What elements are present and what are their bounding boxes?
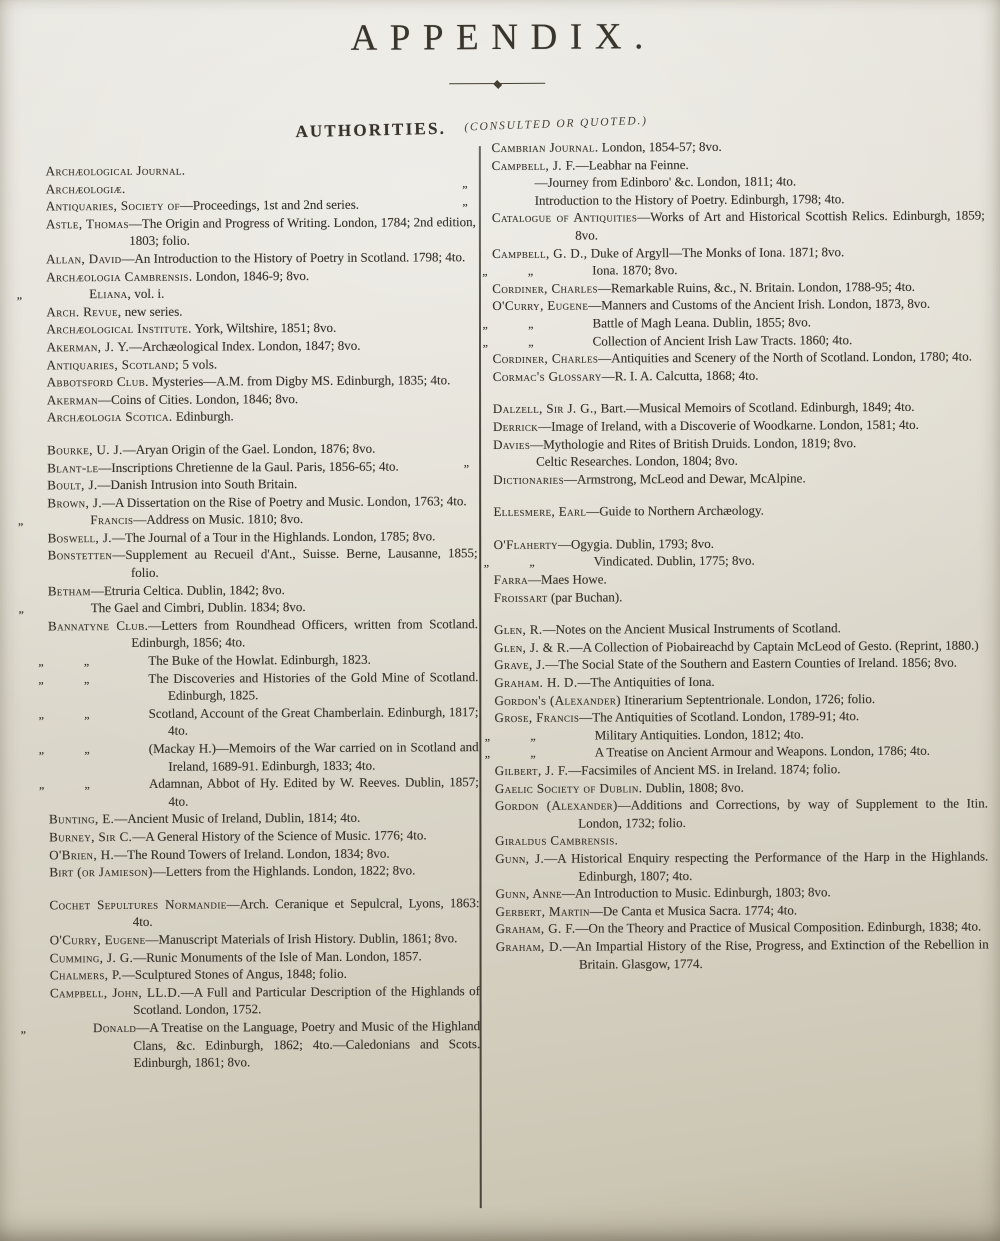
entry-detail: —Image of Ireland, with a Discoverie of Woodkarne. London, 1581; 4to. [538,416,919,434]
bibliography-entry [47,439,477,459]
entry-author: Campbell, J. F. [491,157,576,173]
entry-detail: —Proceedings, 1st and 2nd series. [179,196,360,213]
entry-detail: —Aryan Origin of the Gael. London, 1876; 8vo. [122,440,376,457]
entry-author: Archæological Institute. [46,320,192,337]
entry-author: Gilbert, J. F. [494,762,569,779]
entry-detail: Celtic Researches. London, 1804; 8vo. [536,452,738,469]
entry-detail: —Maes Howe. [527,571,607,587]
entry-author: Burney, Sir C. [49,828,133,845]
entry-author: Cumming, J. G. [49,949,134,965]
entry-author: Birt (or Jamieson) [49,863,153,880]
entry-author: Gunn, Anne [495,885,563,902]
entry-author: O'Flaherty [493,536,559,552]
entry-author: Catalogue of Antiquities [491,209,638,226]
entry-detail: —Journey from Edinboro' &c. London, 1811; 4to. [534,173,797,191]
entry-author: Dalzell, Sir J. G., [492,400,598,417]
entry-group [484,619,989,973]
entry-author: Francis [90,512,134,528]
entry-detail: Battle of Magh Leana. Dublin, 1855; 8vo. [592,314,812,331]
bibliography-entry [47,371,477,391]
bibliography-entry [18,597,478,617]
bibliography-entry [46,213,476,250]
entry-author: Blant-le [47,459,99,475]
entry-detail: new series. [121,303,183,319]
entry-detail: (Mackay H.)—Memoirs of the War carried on in Scotland and Ireland, 1689-91. Edinburgh, 1833; 4to. [148,739,479,774]
entry-author: Grose, Francis [494,709,580,726]
entry-group [493,501,986,521]
bibliography-entry [38,668,479,705]
entry-detail: —Manuscript Materials of Irish History. Dublin, 1861; 8vo. [145,930,458,947]
entry-detail: London, 1854-57; 8vo. [598,138,722,155]
entry-author: O'Brien, H. [49,846,115,862]
entry-detail: —R. I. A. Calcutta, 1868; 4to. [601,367,759,384]
entry-author: Campbell, G. D., [492,245,588,261]
entry-detail: Edinburgh. [172,408,234,425]
bibliography-entry [50,964,480,984]
entry-detail: —The Social State of the Southern and Eastern Counties of Ireland. 1856; 8vo. [545,655,957,673]
entry-detail: —An Introduction to Music. Edinburgh, 1803; 8vo. [561,884,831,901]
entry-author: Graham. H. D. [494,674,578,691]
entry-author: Arch. Revue, [46,303,122,320]
entry-author: Gaelic Society of Dublin. [494,779,643,796]
entry-detail: 5 vols. [179,356,218,372]
entry-author: Farra [493,571,529,588]
entry-author: Bourke, U. J. [47,441,123,458]
bibliography-entry [38,773,479,810]
entry-author: Gunn, J. [495,850,545,866]
entry-author: Gordon's (Alexander) [494,691,621,708]
entry-author: Froissart [493,589,548,605]
bibliography-entry [46,178,476,198]
entry-group [463,398,986,489]
entry-detail: The Gael and Cimbri, Dublin. 1834; 8vo. [90,599,306,616]
title-ornament [449,80,545,89]
entry-detail: A Treatise on Ancient Armour and Weapons. London, 1786; 4to. [594,743,931,760]
entry-author: Bannatyne Club. [47,617,149,634]
entry-detail: —Letters from the Highlands. London, 1822; 8vo. [152,862,416,879]
entry-detail: —Antiquities and Scenery of the North of Scotland. London, 1780; 4to. [598,348,973,366]
entry-author: Campbell, John, LL.D. [49,984,181,1001]
entry-group [20,894,481,1072]
entry-detail: —The Antiquities of Scotland. London, 1789-91; 4to. [579,708,860,725]
bibliography-entry [20,1017,481,1072]
entry-author: Ellesmere, Earl [493,503,587,520]
entry-detail: —Remarkable Ruins, &c., N. Britain. London, 1788-95; 4to. [597,278,915,296]
bibliography-entry [38,703,479,740]
entry-detail: Military Antiquities. London, 1812; 4to. [594,726,804,743]
entry-detail: —An Impartial History of the Rise, Progress, and Extinction of the Rebellion in Britain. Glasgow, 1774. [562,936,989,972]
right-column [462,136,989,988]
entry-detail: York, Wiltshire, 1851; 8vo. [191,320,337,336]
entry-author: Cambrian Journal. [491,139,599,156]
entry-detail: —Letters from Roundhead Officers, written from Scotland. Edinburgh, 1856; 4to. [131,615,479,651]
bibliography-entry [48,545,478,582]
bibliography-entry [49,844,479,864]
entry-author: Davies [493,436,531,452]
entry-detail: —Additions and Corrections, by way of Supplement to the Itin. London, 1732; folio. [578,795,989,831]
entry-author: Bonstetten [47,547,113,563]
entry-author: Donald [92,1019,137,1036]
bibliography-entry [38,738,479,775]
entry-author: Astle, Thomas [45,215,129,232]
entry-detail: Itinerarium Septentrionale. London, 1726; folio. [620,690,876,707]
entry-detail: The Buke of the Howlat. Edinburgh, 1823. [148,651,371,668]
entry-detail: —Etruria Celtica. Dublin, 1842; 8vo. [90,581,285,598]
entry-detail: —Ancient Music of Ireland, Dublin, 1814; 4to. [114,810,361,827]
left-column [16,160,481,1087]
entry-detail: Introduction to the History of Poetry. Edinburgh, 1798; 4to. [534,190,845,208]
entry-author: Graham, D. [495,938,563,954]
entry-detail: —The Round Towers of Ireland. London, 1834; 8vo. [114,845,390,862]
entry-author: Glen, J. & R. [494,639,570,655]
entry-detail: —Works of Art and Historical Scottish Relics. Edinburgh, 1859; 8vo. [575,207,985,243]
entry-detail: —Leabhar na Feinne. [575,156,689,173]
entry-detail: —De Canta et Musica Sacra. 1774; 4to. [589,902,798,919]
bibliography-entry [47,406,477,426]
authorities-heading: AUTHORITIES. [295,118,447,142]
entry-detail: —Sculptured Stones of Angus, 1848; folio. [121,965,347,983]
bibliography-entry [38,650,478,670]
bibliography-entry [46,160,476,180]
bibliography-entry [47,492,477,512]
bibliography-entry [47,389,477,409]
entry-detail: —Inscriptions Chretienne de la Gaul. Paris, 1856-65; 4to. [98,458,399,475]
entry-author: Brown, J. [47,494,102,511]
entry-author: Archæologia Cambrensis. [46,268,193,284]
entry-detail: —A Full and Particular Description of the Highlands of Scotland. London, 1752. [133,982,480,1018]
entry-detail: —An Introduction to the History of Poetry in Scotland. 1798; 4to. [121,249,466,266]
entry-detail: Scotland, Account of the Great Chamberlain. Edinburgh, 1817; 4to. [148,703,479,739]
bibliography-entry [494,586,987,606]
entry-author: Akerman, J. Y. [46,338,130,355]
entry-detail: (par Buchan). [547,589,623,605]
entry-author: Glen, R. [494,622,543,638]
entry-detail: The Discoveries and Histories of the Gold Mine of Scotland. Edinburgh, 1825. [148,668,479,703]
bibliography-entry [50,947,480,967]
entry-author: Archæological Journal. [45,162,186,179]
entry-detail: —Armstrong, McLeod and Dewar, McAlpine. [563,470,806,487]
entry-author: Graham, G. F. [495,920,576,937]
entry-author: Dictionaries [493,471,564,487]
entry-author: Abbotsford Club. [46,373,149,390]
bibliography-entry [48,580,478,600]
entry-detail: —A Dissertation on the Rise of Poetry and Music. London, 1763; 4to. [101,492,467,510]
entry-author: Archæologiæ. [45,180,126,196]
entry-author: Cordiner, Charles [492,280,598,296]
entry-detail: —Manners and Customs of the Ancient Irish. London, 1873, 8vo. [588,296,931,313]
entry-detail: —Guide to Northern Archæology. [586,502,764,519]
entry-detail: Mysteries—A.M. from Digby MS. Edinburgh, 1835; 4to. [148,372,451,389]
bibliography-entry [49,826,479,846]
bibliography-entry [493,365,986,385]
bibliography-entry [47,457,477,477]
bibliography-entry [46,318,476,338]
entry-author: Antiquaries, Society of [45,197,180,214]
entry-group [17,439,479,881]
entry-detail: —Supplement au Recueil d'Ant., Suisse. Berne, Lausanne, 1855; folio. [112,545,478,580]
bibliography-entry [50,929,480,949]
bibliography-entry [46,301,476,321]
entry-author: Eliana, [89,286,132,302]
bibliography-entry [49,861,479,881]
bibliography-entry [46,195,476,215]
entry-author: Boswell, J. [47,529,112,546]
bibliography-entry [495,847,988,885]
entry-author: O'Curry, Eugene [492,297,589,314]
entry-author: Gordon (Alexander) [494,797,618,814]
bibliography-entry [17,509,477,529]
bibliography-entry [46,266,476,286]
entry-detail: —Arch. Ceranique et Sepulcral, Lyons, 1863: 4to. [132,894,480,930]
entry-detail: —A Treatise on the Language, Poetry and Music of the Highland Clans, &c. Edinburgh, 1862; 4to.—Caledonians and Scots. Edinburgh, 1861; 8vo. [133,1018,481,1071]
bibliography-entry [496,935,989,973]
entry-detail: Collection of Ancient Irish Law Tracts. 1860; 4to. [592,331,853,349]
entry-author: Giraldus Cambrensis. [495,832,619,849]
bibliography-entry [492,207,985,245]
entry-author: O'Curry, Eugene [49,931,146,948]
entry-detail: —The Origin and Progress of Writing. London, 1784; 2nd edition, 1803; folio. [128,213,476,249]
entry-author: Allan, David [46,250,122,267]
entry-author: Archæologia Scotica. [46,409,173,425]
entry-group [462,136,985,385]
bibliography-entry [493,468,986,488]
entry-author: Derrick [492,418,539,434]
entry-detail: —A Historical Enquiry respecting the Performance of the Harp in the Highlands. Edinburgh, 1807; 4to. [544,848,989,884]
entry-detail: —Archæological Index. London, 1847; 8vo. [129,337,361,354]
entry-detail: —Runic Monuments of the Isle of Man. London, 1857. [133,947,422,965]
entry-detail: Adamnan, Abbot of Hy. Edited by W. Reeves. Dublin, 1857; 4to. [148,774,479,809]
entry-detail: Iona. 1870; 8vo. [592,262,678,278]
entry-detail: —Facsimiles of Ancient MS. in Ireland. 1874; folio. [568,761,841,778]
entry-detail: —A Collection of Piobaireachd by Captain McLeod of Gesto. (Reprint, 1880.) [569,637,979,655]
entry-detail: Vindicated. Dublin, 1775; 8vo. [593,553,755,569]
entry-detail: Duke of Argyll—The Monks of Iona. 1871; 8vo. [587,243,845,261]
bibliography-entry [47,336,477,356]
entry-detail: —A General History of the Science of Music. 1776; 4to. [132,827,427,844]
bibliography-entry [48,615,478,652]
entry-detail: London, 1846-9; 8vo. [192,267,310,284]
entry-detail: Bart.—Musical Memoirs of Scotland. Edinburgh, 1849; 4to. [597,399,915,416]
entry-author: Grave, J. [494,657,546,673]
entry-detail: vol. i. [131,285,165,302]
entry-detail: —Ogygia. Dublin, 1793; 8vo. [557,535,715,552]
page-title: APPENDIX. [350,16,657,59]
entry-author: Akerman [46,391,99,408]
entry-author: Bunting, E. [48,811,115,827]
entry-author: Cormac's Glossary [492,368,602,384]
entry-detail: —Coins of Cities. London, 1846; 8vo. [98,390,299,407]
bibliography-entry [47,474,477,494]
entry-author: Cordiner, Charles [492,350,599,367]
entry-author: Chalmers, P. [49,967,122,983]
entry-detail: —Mythologie and Rites of British Druids. London, 1819; 8vo. [530,434,857,452]
entry-group [16,160,477,426]
entry-detail: —The Antiquities of Iona. [577,673,715,690]
bibliography-entry [47,354,477,374]
entry-author: Gerbert, Martin [495,903,590,919]
entry-author: Betham [47,582,91,599]
bibliography-entry [49,808,479,828]
entry-group [483,533,987,606]
entry-detail: —On the Theory and Practice of Musical Composition. Edinburgh, 1838; 4to. [575,918,982,936]
bibliography-entry [50,982,480,1019]
entry-detail: —The Journal of a Tour in the Highlands. London, 1785; 8vo. [111,528,436,545]
entry-detail: —Address on Music. 1810; 8vo. [133,511,304,528]
entry-detail: —Notes on the Ancient Musical Instruments of Scotland. [542,620,841,638]
bibliography-entry [49,894,479,931]
entry-detail: —Danish Intrusion into South Britain. [97,476,298,493]
bibliography-entry [16,283,476,303]
ornament-diamond-icon [493,80,502,89]
bibliography-entry [48,527,478,547]
entry-author: Cochet Sepultures Normandie [49,896,227,913]
entry-detail: Dublin, 1808; 8vo. [642,779,744,795]
bibliography-entry [46,248,476,268]
entry-author: Boult, J. [47,477,98,493]
bibliography-entry [495,795,988,833]
entry-author: Antiquaries, Scotland; [46,356,180,372]
authorities-note: (CONSULTED OR QUOTED.) [463,114,648,134]
bibliography-entry [493,501,986,521]
